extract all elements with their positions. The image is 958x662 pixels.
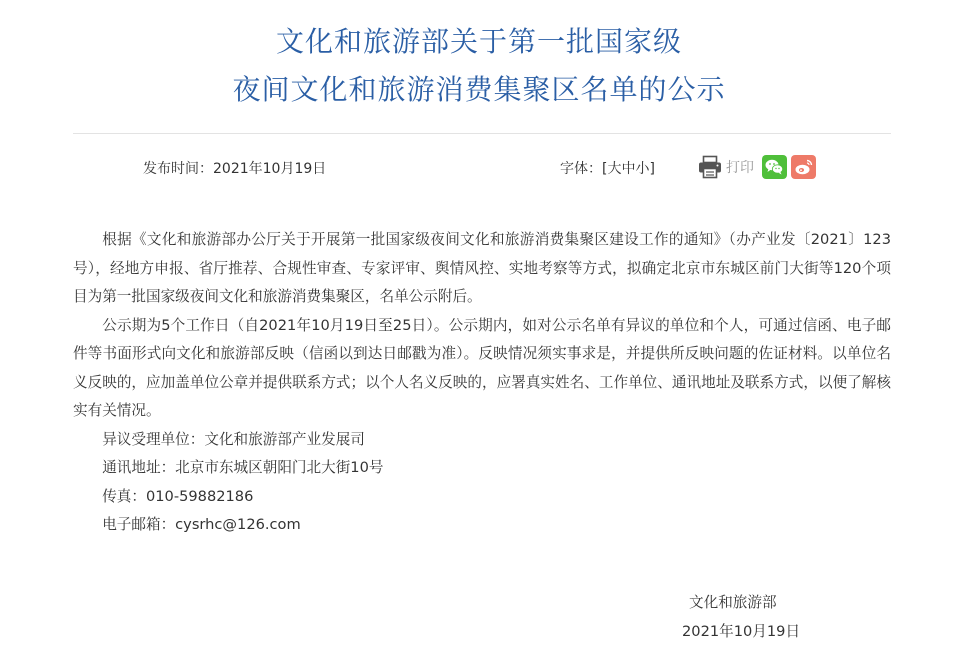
print-button[interactable]	[697, 152, 754, 182]
signature-org: 文化和旅游部	[689, 594, 777, 611]
article-body	[73, 226, 891, 540]
article-title-line-2: 夜间文化和旅游消费集聚区名单的公示	[232, 73, 726, 106]
paragraph-intro: 根据《文化和旅游部办公厅关于开展第一批国家级夜间文化和旅游消费集聚区建设工作的通知》（办产业发〔2021〕123号），经地方申报、省厅推荐、合规性审查、专家评审、舆情风控、实地考察等方式，拟确定北京市东城区前门大街等120个项目为第一批国家级夜间文化和旅游消费集聚区，名单公示附后。	[73, 231, 891, 305]
article-title-line-1: 文化和旅游部关于第一批国家级	[275, 25, 682, 58]
publish-info	[143, 158, 326, 180]
print-label: 打印	[726, 160, 754, 176]
wechat-icon	[762, 155, 787, 179]
paragraph-period: 公示期为5个工作日（自2021年10月19日至25日）。公示期内，如对公示名单有异议的单位和个人，可通过信函、电子邮件等书面形式向文化和旅游部反映（信函以到达日邮戳为准）。反映情况须实事求是，并提供所反映问题的佐证材料。以单位名义反映的，应加盖单位公章并提供联系方式；以个人名义反映的，应署真实姓名、工作单位、通讯地址及联系方式，以便了解核实有关情况。	[73, 316, 891, 419]
title-divider	[73, 133, 891, 134]
publish-date: 2021年10月19日	[213, 161, 327, 177]
contact-fax: 传真：010-59882186	[102, 487, 254, 505]
publish-label: 发布时间：	[143, 161, 213, 177]
weibo-icon	[791, 155, 816, 179]
share-wechat-button[interactable]	[762, 155, 787, 179]
printer-icon	[697, 154, 723, 180]
signature-date: 2021年10月19日	[682, 623, 801, 640]
font-size-options[interactable]: [大中小]	[602, 161, 655, 177]
share-weibo-button[interactable]	[791, 155, 816, 179]
contact-email: 电子邮箱：cysrhc@126.com	[102, 516, 301, 533]
contact-address: 通讯地址：北京市东城区朝阳门北大街10号	[102, 459, 384, 476]
contact-unit: 异议受理单位：文化和旅游部产业发展司	[102, 430, 365, 448]
font-size-selector	[560, 158, 655, 180]
font-size-label: 字体：	[560, 161, 602, 177]
